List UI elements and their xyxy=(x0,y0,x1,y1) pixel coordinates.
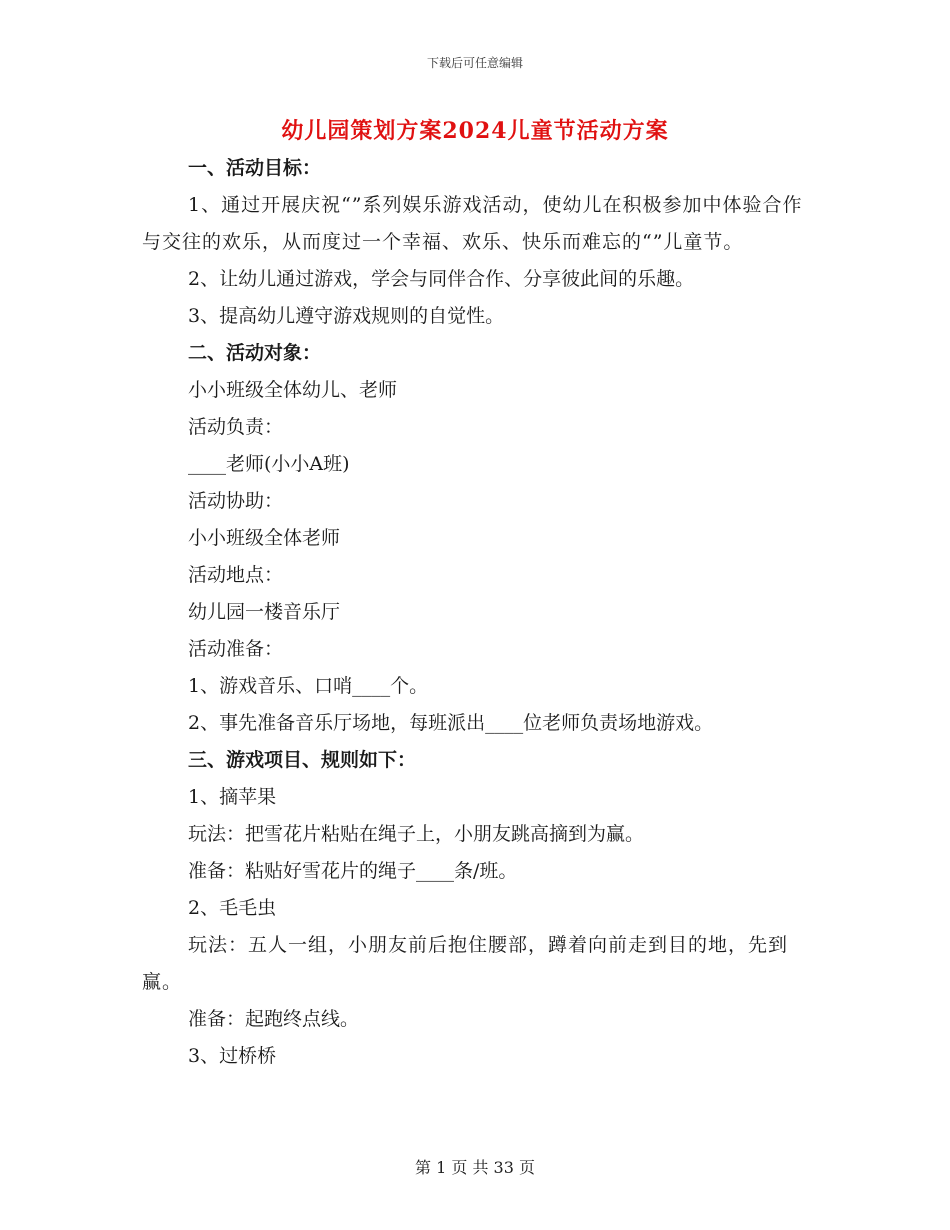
page-number: 第 1 页 共 33 页 xyxy=(415,1158,535,1177)
section-heading: 三、游戏项目、规则如下： xyxy=(188,749,417,771)
text-line: 玩法：把雪花片粘贴在绳子上，小朋友跳高摘到为赢。 xyxy=(188,823,645,845)
document-title: 幼儿园策划方案2024儿童节活动方案 xyxy=(281,118,669,144)
section-heading: 二、活动对象： xyxy=(188,342,322,364)
text-line: 1、摘苹果 xyxy=(188,786,277,808)
text-line: 活动协助： xyxy=(188,490,284,512)
text-line: ____老师(小小A班) xyxy=(188,453,350,475)
paragraph: 1、通过开展庆祝“”系列娱乐游戏活动，使幼儿在积极参加中体验合作与交往的欢乐，从而度过一个幸福、欢乐、快乐而难忘的“”儿童节。 xyxy=(142,194,803,253)
text-line: 幼儿园一楼音乐厅 xyxy=(188,601,341,623)
text-line: 3、过桥桥 xyxy=(188,1045,277,1067)
text-line: 2、毛毛虫 xyxy=(188,897,277,919)
text-line: 小小班级全体幼儿、老师 xyxy=(188,379,398,401)
text-line: 准备：粘贴好雪花片的绳子____条/班。 xyxy=(188,860,518,882)
text-line: 准备：起跑终点线。 xyxy=(188,1008,360,1030)
section-heading: 一、活动目标： xyxy=(188,157,322,179)
text-line: 小小班级全体老师 xyxy=(188,527,341,549)
text-line: 活动准备： xyxy=(188,638,284,660)
paragraph: 玩法：五人一组，小朋友前后抱住腰部，蹲着向前走到目的地，先到赢。 xyxy=(142,934,789,993)
text-line: 1、游戏音乐、口哨____个。 xyxy=(188,675,429,697)
text-line: 活动地点： xyxy=(188,564,284,586)
text-line: 3、提高幼儿遵守游戏规则的自觉性。 xyxy=(188,305,505,327)
text-line: 2、让幼儿通过游戏，学会与同伴合作、分享彼此间的乐趣。 xyxy=(188,268,695,290)
text-line: 2、事先准备音乐厅场地，每班派出____位老师负责场地游戏。 xyxy=(188,712,714,734)
text-line: 活动负责： xyxy=(188,416,284,438)
header-note: 下载后可任意编辑 xyxy=(426,56,523,70)
document-body xyxy=(142,150,812,1075)
